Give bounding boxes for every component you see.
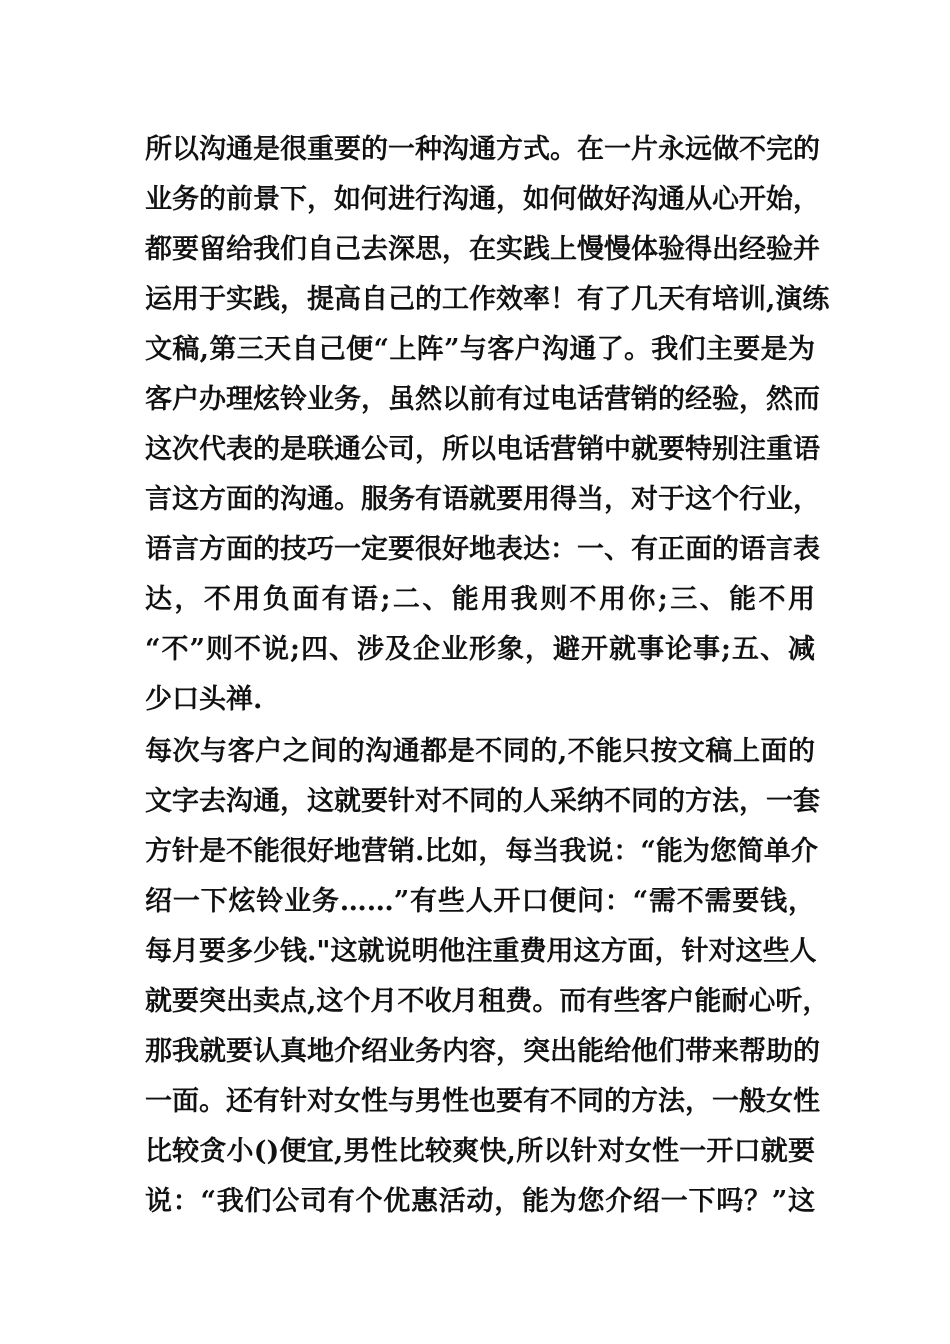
text-line: 运用于实践，提高自己的工作效率！有了几天有培训,演练: [145, 284, 830, 315]
text-line: 说：“我们公司有个优惠活动，能为您介绍一下吗？”这: [145, 1186, 815, 1217]
text-line: 少口头禅.: [145, 684, 263, 715]
text-line: 文稿,第三天自己便“上阵”与客户沟通了。我们主要是为: [145, 334, 815, 365]
text-line: 所以沟通是很重要的一种沟通方式。在一片永远做不完的: [145, 134, 820, 165]
text-line: 每次与客户之间的沟通都是不同的,不能只按文稿上面的: [145, 736, 815, 767]
text-line: 语言方面的技巧一定要很好地表达：一、有正面的语言表: [145, 534, 820, 565]
text-line: 一面。还有针对女性与男性也要有不同的方法，一般女性: [145, 1086, 820, 1117]
text-line: 文字去沟通，这就要针对不同的人采纳不同的方法，一套: [145, 786, 820, 817]
text-line: 每月要多少钱."这就说明他注重费用这方面，针对这些人: [145, 936, 817, 967]
text-line: 比较贪小()便宜,男性比较爽快,所以针对女性一开口就要: [145, 1136, 815, 1167]
text-line: 这次代表的是联通公司，所以电话营销中就要特别注重语: [145, 434, 820, 465]
text-line: 都要留给我们自己去深思，在实践上慢慢体验得出经验并: [145, 234, 820, 265]
text-line: 就要突出卖点,这个月不收月租费。而有些客户能耐心听，: [145, 986, 830, 1017]
text-line: 业务的前景下，如何进行沟通，如何做好沟通从心开始，: [145, 184, 820, 215]
text-line: 客户办理炫铃业务，虽然以前有过电话营销的经验，然而: [145, 384, 820, 415]
text-line: 达，不用负面有语;二、能用我则不用你;三、能不用: [145, 584, 815, 615]
text-line: 那我就要认真地介绍业务内容，突出能给他们带来帮助的: [145, 1036, 820, 1067]
text-line: 方针是不能很好地营销.比如，每当我说：“能为您简单介: [145, 836, 818, 867]
text-line: 言这方面的沟通。服务有语就要用得当，对于这个行业，: [145, 484, 820, 515]
text-line: “不”则不说;四、涉及企业形象，避开就事论事;五、减: [145, 634, 815, 665]
text-line: 绍一下炫铃业务……”有些人开口便问：“需不需要钱，: [145, 886, 815, 917]
